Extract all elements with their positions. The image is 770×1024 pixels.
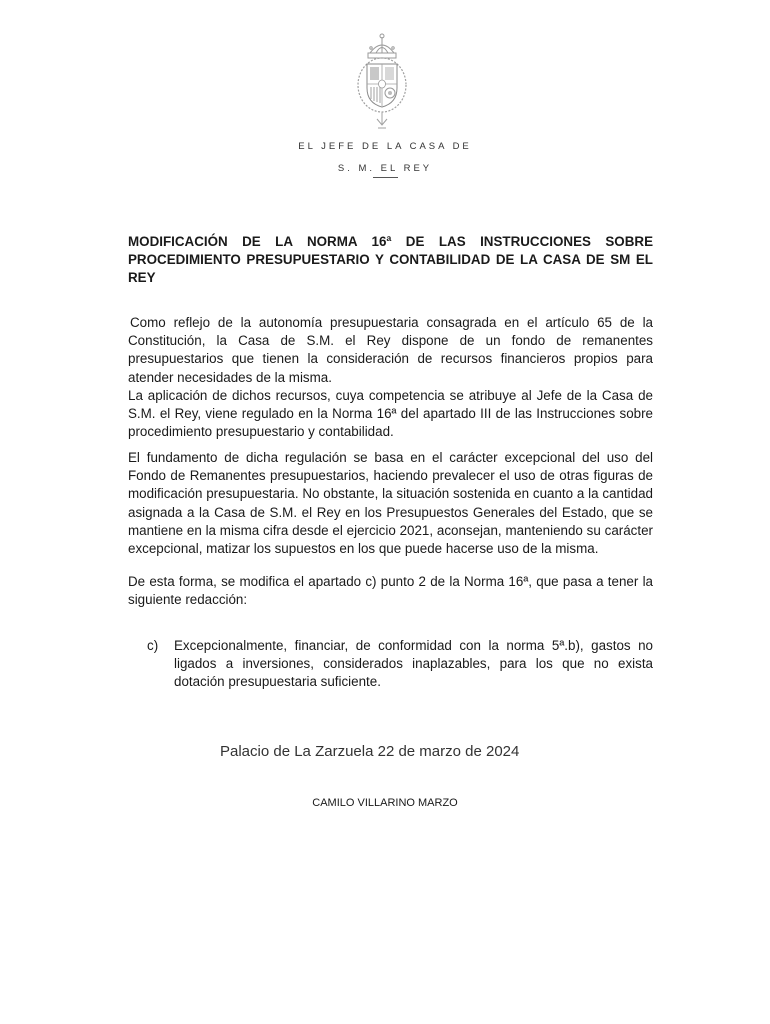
paragraph-2: La aplicación de dichos recursos, cuya competencia se atribuye al Jefe de la Casa de S.M. el Rey, viene regulado en la Norma 16ª del apartado III de las Instrucciones sobre procedimiento presupuestario y contabilidad. xyxy=(128,388,653,440)
royal-coat-of-arms-icon xyxy=(350,33,414,131)
org-line-2: S. M. EL REY xyxy=(337,163,433,174)
signer-name: CAMILO VILLARINO MARZO xyxy=(312,797,458,809)
document-title: MODIFICACIÓN DE LA NORMA 16ª DE LAS INSTRUCCIONES SOBRE PROCEDIMIENTO PRESUPUESTARIO Y CONTABILIDAD DE LA CASA DE SM EL REY xyxy=(128,234,653,285)
paragraph-4: De esta forma, se modifica el apartado c) punto 2 de la Norma 16ª, que pasa a tener la siguiente redacción: xyxy=(128,574,653,608)
list-text: Excepcionalmente, financiar, de conformidad con la norma 5ª.b), gastos no ligados a inversiones, considerados inaplazables, para los que no exista dotación presupuestaria suficiente. xyxy=(174,638,653,690)
org-underline xyxy=(373,177,398,178)
paragraph-3: El fundamento de dicha regulación se basa en el carácter excepcional del uso del Fondo de Remanentes presupuestarios, haciendo prevalecer el uso de otras figuras de modificación presupuestaria. No obstante, la situación sostenida en cuanto a la cantidad asignada a la Casa de S.M. el Rey en los Presupuestos Generales del Estado, que se mantiene en la misma cifra desde el ejercicio 2021, aconsejan, manteniendo su carácter excepcional, matizar los supuestos en los que puede hacerse uso de la misma. xyxy=(128,450,653,557)
place-date: Palacio de La Zarzuela 22 de marzo de 2024 xyxy=(220,743,520,760)
paragraph-1: Como reflejo de la autonomía presupuestaria consagrada en el artículo 65 de la Constitución, la Casa de S.M. el Rey dispone de un fondo de remanentes presupuestarios que tienen la consideración de recursos financieros propios para atender necesidades de la misma. xyxy=(128,315,653,385)
list-marker: c) xyxy=(147,638,159,653)
org-line-1: EL JEFE DE LA CASA DE xyxy=(298,141,472,152)
